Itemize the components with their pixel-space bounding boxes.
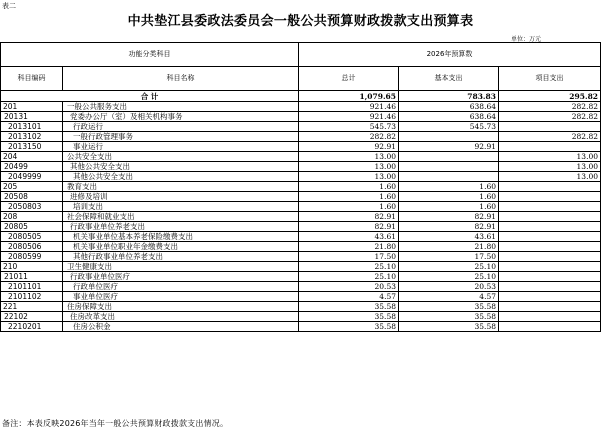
cell-subject-name: 培训支出	[63, 202, 299, 212]
cell-total: 1.60	[299, 192, 399, 202]
cell-subject-code: 22102	[1, 312, 63, 322]
total-project: 295.82	[499, 91, 601, 102]
cell-project	[499, 232, 601, 242]
cell-basic: 25.10	[399, 272, 499, 282]
cell-subject-name: 机关事业单位基本养老保险缴费支出	[63, 232, 299, 242]
cell-project	[499, 192, 601, 202]
table-row	[1, 232, 601, 242]
cell-basic: 35.58	[399, 322, 499, 332]
table-row	[1, 132, 601, 142]
unit-label: 单位：万元	[510, 36, 541, 43]
footnote: 备注：本表反映2026年当年一般公共预算财政拨款支出情况。	[2, 419, 229, 428]
header-project-expenditure: 项目支出	[499, 67, 601, 91]
cell-subject-code: 2013102	[1, 132, 63, 142]
cell-total: 82.91	[299, 212, 399, 222]
cell-total: 545.73	[299, 122, 399, 132]
cell-total: 13.00	[299, 152, 399, 162]
cell-project	[499, 292, 601, 302]
cell-project	[499, 122, 601, 132]
total-label: 合 计	[1, 91, 299, 102]
cell-project	[499, 272, 601, 282]
cell-project	[499, 262, 601, 272]
cell-subject-code: 208	[1, 212, 63, 222]
cell-basic: 82.91	[399, 212, 499, 222]
table-row	[1, 242, 601, 252]
cell-subject-name: 行政事业单位养老支出	[63, 222, 299, 232]
cell-subject-code: 201	[1, 102, 63, 112]
cell-project: 13.00	[499, 152, 601, 162]
table-row	[1, 162, 601, 172]
cell-subject-name: 其他公共安全支出	[63, 162, 299, 172]
cell-total: 35.58	[299, 302, 399, 312]
cell-subject-name: 其他行政事业单位养老支出	[63, 252, 299, 262]
cell-subject-name: 行政事业单位医疗	[63, 272, 299, 282]
cell-basic: 35.58	[399, 312, 499, 322]
cell-subject-code: 2210201	[1, 322, 63, 332]
table-row	[1, 222, 601, 232]
cell-subject-name: 卫生健康支出	[63, 262, 299, 272]
cell-basic: 82.91	[399, 222, 499, 232]
cell-subject-name: 其他公共安全支出	[63, 172, 299, 182]
cell-subject-code: 204	[1, 152, 63, 162]
cell-total: 4.57	[299, 292, 399, 302]
cell-subject-code: 2050803	[1, 202, 63, 212]
cell-basic: 35.58	[399, 302, 499, 312]
table-row	[1, 112, 601, 122]
cell-total: 921.46	[299, 102, 399, 112]
cell-subject-name: 机关事业单位职业年金缴费支出	[63, 242, 299, 252]
table-row	[1, 292, 601, 302]
cell-subject-code: 221	[1, 302, 63, 312]
cell-basic: 4.57	[399, 292, 499, 302]
cell-subject-code: 2080506	[1, 242, 63, 252]
cell-project	[499, 322, 601, 332]
table-row	[1, 122, 601, 132]
total-basic: 783.83	[399, 91, 499, 102]
cell-subject-name: 住房公积金	[63, 322, 299, 332]
cell-total: 25.10	[299, 272, 399, 282]
header-basic-expenditure: 基本支出	[399, 67, 499, 91]
cell-subject-name: 一般公共服务支出	[63, 102, 299, 112]
cell-basic	[399, 132, 499, 142]
cell-subject-name: 教育支出	[63, 182, 299, 192]
cell-total: 13.00	[299, 172, 399, 182]
cell-subject-code: 20805	[1, 222, 63, 232]
cell-total: 13.00	[299, 162, 399, 172]
table-row	[1, 152, 601, 162]
cell-project: 282.82	[499, 132, 601, 142]
cell-project: 282.82	[499, 102, 601, 112]
cell-total: 20.53	[299, 282, 399, 292]
table-row	[1, 302, 601, 312]
cell-subject-code: 210	[1, 262, 63, 272]
header-budget-2026: 2026年预算数	[299, 43, 601, 67]
cell-basic: 1.60	[399, 182, 499, 192]
cell-total: 21.80	[299, 242, 399, 252]
total-row	[1, 91, 601, 102]
table-row	[1, 262, 601, 272]
cell-project	[499, 242, 601, 252]
cell-subject-code: 2013150	[1, 142, 63, 152]
cell-basic: 20.53	[399, 282, 499, 292]
cell-project	[499, 252, 601, 262]
cell-subject-name: 一般行政管理事务	[63, 132, 299, 142]
cell-total: 25.10	[299, 262, 399, 272]
cell-basic	[399, 172, 499, 182]
cell-subject-code: 21011	[1, 272, 63, 282]
header-row-group	[1, 43, 601, 67]
cell-basic: 25.10	[399, 262, 499, 272]
cell-subject-name: 事业运行	[63, 142, 299, 152]
cell-project	[499, 182, 601, 192]
header-function-classification: 功能分类科目	[1, 43, 299, 67]
cell-total: 921.46	[299, 112, 399, 122]
cell-subject-code: 20499	[1, 162, 63, 172]
cell-project: 13.00	[499, 162, 601, 172]
table-row	[1, 322, 601, 332]
cell-subject-code: 2101101	[1, 282, 63, 292]
cell-subject-name: 党委办公厅（室）及相关机构事务	[63, 112, 299, 122]
cell-basic: 43.61	[399, 232, 499, 242]
cell-total: 282.82	[299, 132, 399, 142]
cell-total: 43.61	[299, 232, 399, 242]
cell-subject-code: 205	[1, 182, 63, 192]
cell-project	[499, 282, 601, 292]
cell-subject-name: 事业单位医疗	[63, 292, 299, 302]
cell-total: 82.91	[299, 222, 399, 232]
total-total: 1,079.65	[299, 91, 399, 102]
cell-subject-code: 2049999	[1, 172, 63, 182]
table-row	[1, 172, 601, 182]
table-row	[1, 282, 601, 292]
cell-project	[499, 142, 601, 152]
header-subject-name: 科目名称	[63, 67, 299, 91]
cell-subject-code: 2101102	[1, 292, 63, 302]
cell-project	[499, 302, 601, 312]
header-subject-code: 科目编码	[1, 67, 63, 91]
table-row	[1, 212, 601, 222]
table-row	[1, 102, 601, 112]
cell-project	[499, 202, 601, 212]
cell-subject-code: 2080599	[1, 252, 63, 262]
page-title: 中共垫江县委政法委员会一般公共预算财政拨款支出预算表	[127, 14, 474, 29]
cell-total: 1.60	[299, 182, 399, 192]
cell-basic: 638.64	[399, 102, 499, 112]
table-row	[1, 312, 601, 322]
cell-project	[499, 222, 601, 232]
cell-total: 35.58	[299, 312, 399, 322]
header-row-columns	[1, 67, 601, 91]
cell-subject-code: 2013101	[1, 122, 63, 132]
cell-subject-name: 住房改革支出	[63, 312, 299, 322]
cell-project: 13.00	[499, 172, 601, 182]
cell-basic	[399, 162, 499, 172]
cell-basic: 17.50	[399, 252, 499, 262]
budget-table	[0, 42, 601, 332]
table-row	[1, 182, 601, 192]
cell-subject-code: 20131	[1, 112, 63, 122]
cell-subject-name: 社会保障和就业支出	[63, 212, 299, 222]
cell-subject-code: 2080505	[1, 232, 63, 242]
table-row	[1, 202, 601, 212]
table-number-tag: 表二	[2, 2, 16, 10]
cell-basic: 92.91	[399, 142, 499, 152]
cell-subject-name: 行政单位医疗	[63, 282, 299, 292]
cell-total: 1.60	[299, 202, 399, 212]
cell-total: 17.50	[299, 252, 399, 262]
cell-project	[499, 212, 601, 222]
cell-subject-name: 公共安全支出	[63, 152, 299, 162]
cell-subject-code: 20508	[1, 192, 63, 202]
cell-basic: 638.64	[399, 112, 499, 122]
cell-basic: 1.60	[399, 192, 499, 202]
table-row	[1, 252, 601, 262]
cell-subject-name: 住房保障支出	[63, 302, 299, 312]
table-row	[1, 272, 601, 282]
header-total: 总计	[299, 67, 399, 91]
cell-subject-name: 行政运行	[63, 122, 299, 132]
cell-project	[499, 312, 601, 322]
cell-basic	[399, 152, 499, 162]
cell-basic: 545.73	[399, 122, 499, 132]
table-row	[1, 142, 601, 152]
cell-basic: 1.60	[399, 202, 499, 212]
table-row	[1, 192, 601, 202]
cell-total: 35.58	[299, 322, 399, 332]
cell-total: 92.91	[299, 142, 399, 152]
cell-project: 282.82	[499, 112, 601, 122]
cell-subject-name: 进修及培训	[63, 192, 299, 202]
cell-basic: 21.80	[399, 242, 499, 252]
